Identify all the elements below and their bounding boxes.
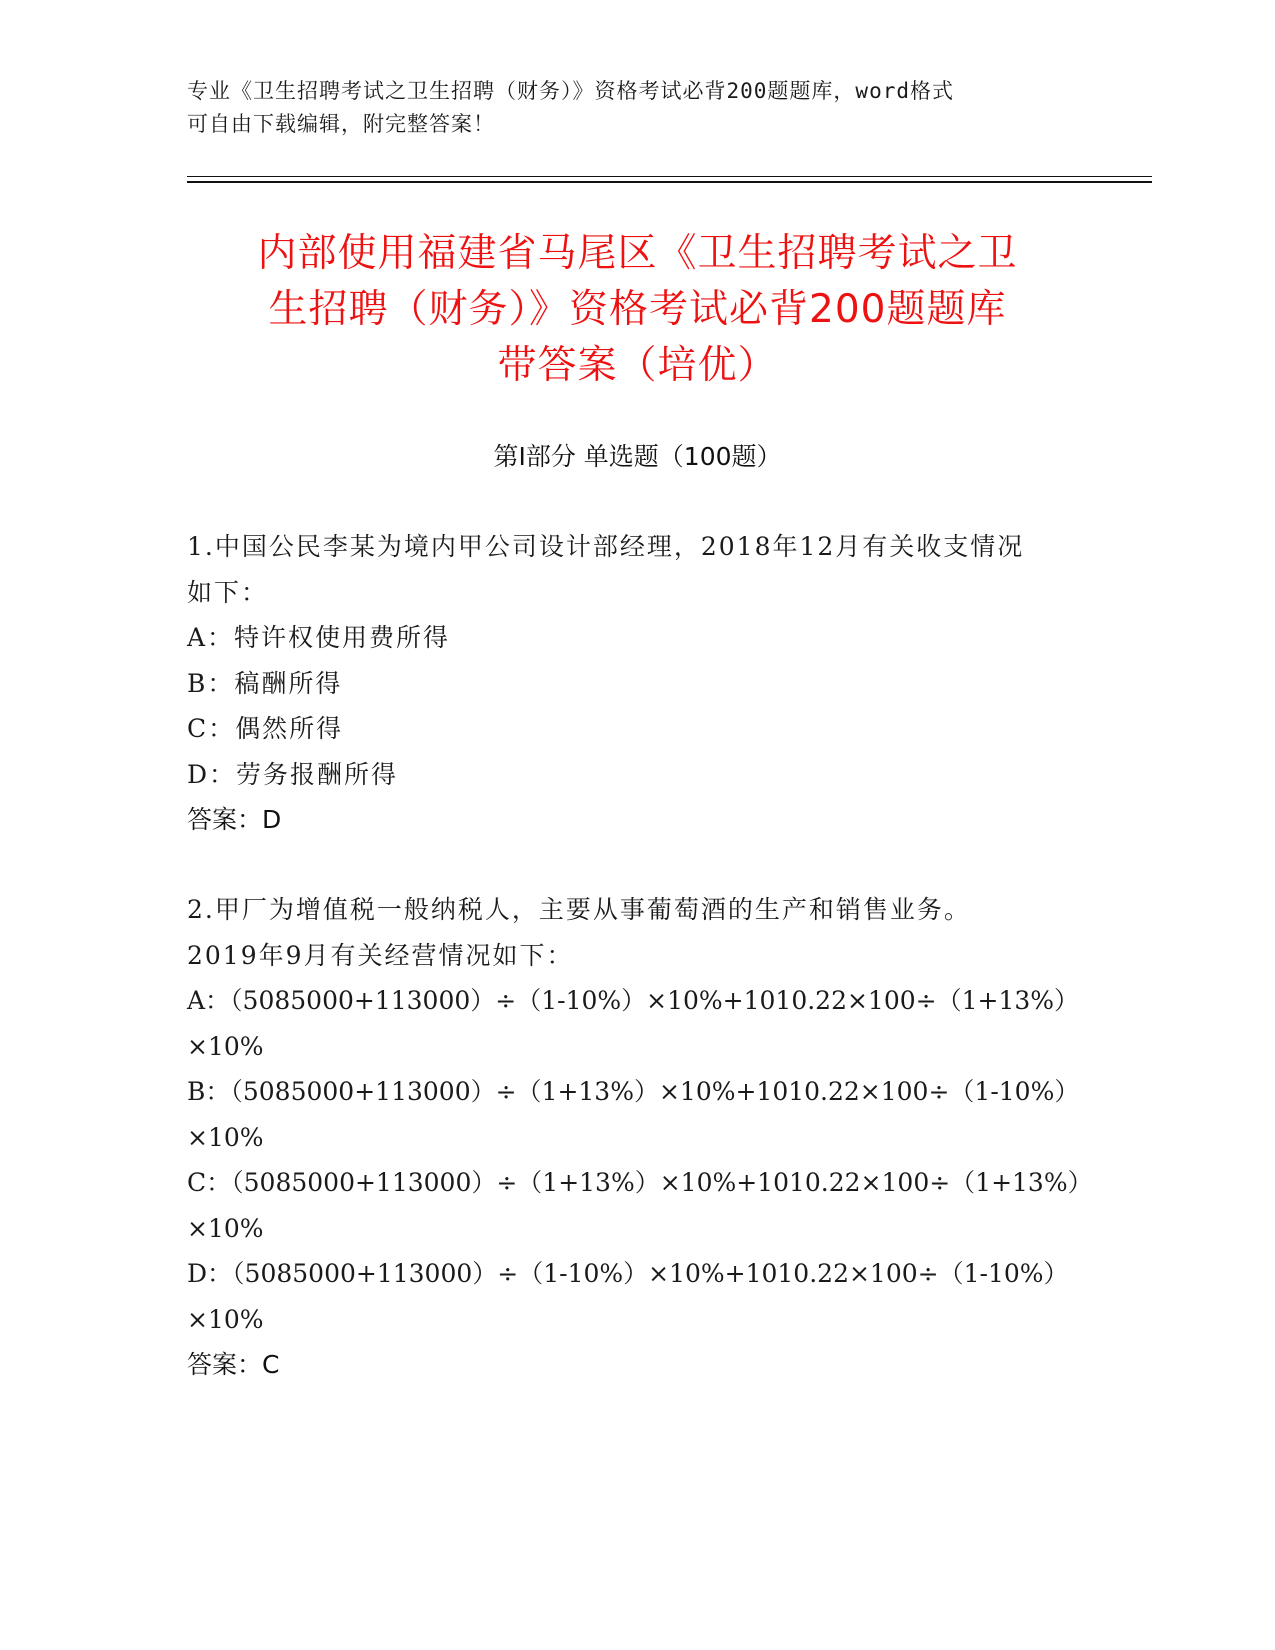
option-b: B：（5085000+113000）÷（1+13%）×10%+1010.22×100÷（1-10%）	[187, 1077, 1080, 1106]
title-line: 生招聘（财务）》资格考试必背200题题库	[268, 287, 1007, 332]
header-note	[187, 75, 1087, 141]
title-line: 内部使用福建省马尾区《卫生招聘考试之卫	[257, 231, 1018, 276]
option-a-continuation: ×10%	[187, 1031, 264, 1061]
option-c: C：偶然所得	[187, 714, 344, 743]
title-line: 带答案（培优）	[497, 343, 778, 388]
header-divider-thin	[187, 176, 1152, 177]
header-divider-thick	[187, 181, 1152, 183]
question-1	[187, 524, 1087, 843]
question-stem-line: 1.中国公民李某为境内甲公司设计部经理，2018年12月有关收支情况	[187, 532, 1025, 561]
section-heading: 第Ⅰ部分 单选题（100题）	[493, 442, 782, 471]
document-title	[160, 226, 1115, 394]
option-d: D：（5085000+113000）÷（1-10%）×10%+1010.22×100÷（1-10%）	[187, 1259, 1069, 1288]
header-note-line: 可自由下载编辑，附完整答案！	[187, 112, 495, 136]
option-a: A：（5085000+113000）÷（1-10%）×10%+1010.22×100÷（1+13%）	[187, 986, 1080, 1015]
header-note-line: 专业《卫生招聘考试之卫生招聘（财务）》资格考试必背200题题库，word格式	[187, 79, 954, 103]
answer-line: 答案：C	[187, 1350, 280, 1379]
option-a: A：特许权使用费所得	[187, 623, 451, 652]
option-c-continuation: ×10%	[187, 1213, 264, 1243]
option-c: C：（5085000+113000）÷（1+13%）×10%+1010.22×100÷（1+13%）	[187, 1168, 1093, 1197]
question-stem-line: 如下：	[187, 577, 269, 607]
question-stem-line: 2019年9月有关经营情况如下：	[187, 940, 574, 970]
answer-line: 答案：D	[187, 805, 282, 834]
option-b-continuation: ×10%	[187, 1122, 264, 1152]
option-d-continuation: ×10%	[187, 1304, 264, 1334]
question-stem-line: 2.甲厂为增值税一般纳税人，主要从事葡萄酒的生产和销售业务。	[187, 895, 971, 924]
question-2	[187, 887, 1093, 1388]
option-b: B：稿酬所得	[187, 668, 343, 698]
option-d: D：劳务报酬所得	[187, 759, 399, 789]
